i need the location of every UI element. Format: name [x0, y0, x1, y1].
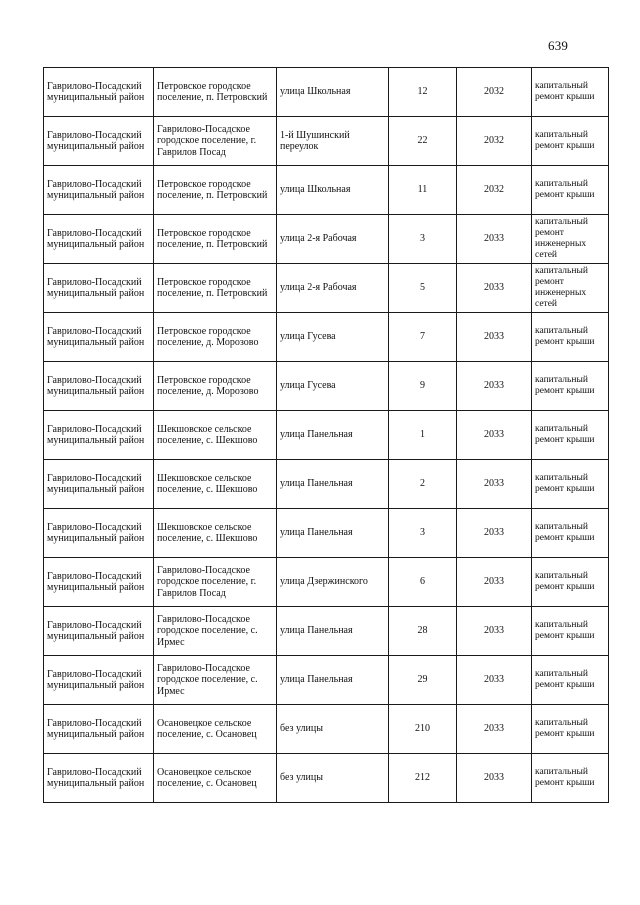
street-cell: улица Панельная — [277, 607, 389, 656]
settlement-cell: Гаврилово-Посадское городское поселение, г. Гаврилов Посад — [154, 558, 277, 607]
settlement-cell: Петровское городское поселение, п. Петровский — [154, 264, 277, 313]
district-cell: Гаврилово-Посадский муниципальный район — [44, 754, 154, 803]
table-row — [44, 656, 609, 705]
settlement-cell: Гаврилово-Посадское городское поселение, с. Ирмес — [154, 656, 277, 705]
year-cell: 2033 — [457, 313, 532, 362]
work-type-cell: капитальный ремонт крыши — [532, 509, 609, 558]
settlement-cell: Гаврилово-Посадское городское поселение, с. Ирмес — [154, 607, 277, 656]
house-number-cell: 6 — [389, 558, 457, 607]
district-cell: Гаврилово-Посадский муниципальный район — [44, 313, 154, 362]
work-type-cell: капитальный ремонт крыши — [532, 411, 609, 460]
district-cell: Гаврилово-Посадский муниципальный район — [44, 264, 154, 313]
table-row — [44, 68, 609, 117]
street-cell: без улицы — [277, 754, 389, 803]
street-cell: улица Панельная — [277, 411, 389, 460]
house-number-cell: 1 — [389, 411, 457, 460]
settlement-cell: Петровское городское поселение, д. Морозово — [154, 313, 277, 362]
street-cell: улица Панельная — [277, 509, 389, 558]
table-row — [44, 215, 609, 264]
year-cell: 2033 — [457, 411, 532, 460]
settlement-cell: Петровское городское поселение, д. Морозово — [154, 362, 277, 411]
work-type-cell: капитальный ремонт крыши — [532, 313, 609, 362]
year-cell: 2033 — [457, 705, 532, 754]
district-cell: Гаврилово-Посадский муниципальный район — [44, 215, 154, 264]
table-row — [44, 460, 609, 509]
district-cell: Гаврилово-Посадский муниципальный район — [44, 509, 154, 558]
work-type-cell: капитальный ремонт крыши — [532, 656, 609, 705]
year-cell: 2033 — [457, 558, 532, 607]
house-number-cell: 5 — [389, 264, 457, 313]
work-type-cell: капитальный ремонт крыши — [532, 117, 609, 166]
house-number-cell: 29 — [389, 656, 457, 705]
year-cell: 2033 — [457, 509, 532, 558]
house-number-cell: 3 — [389, 215, 457, 264]
table-row — [44, 313, 609, 362]
street-cell: улица Гусева — [277, 313, 389, 362]
district-cell: Гаврилово-Посадский муниципальный район — [44, 705, 154, 754]
district-cell: Гаврилово-Посадский муниципальный район — [44, 607, 154, 656]
table-row — [44, 117, 609, 166]
table-row — [44, 558, 609, 607]
street-cell: улица 2-я Рабочая — [277, 264, 389, 313]
house-number-cell: 9 — [389, 362, 457, 411]
district-cell: Гаврилово-Посадский муниципальный район — [44, 411, 154, 460]
work-type-cell: капитальный ремонт крыши — [532, 166, 609, 215]
street-cell: улица 2-я Рабочая — [277, 215, 389, 264]
street-cell: улица Панельная — [277, 656, 389, 705]
table-row — [44, 607, 609, 656]
district-cell: Гаврилово-Посадский муниципальный район — [44, 656, 154, 705]
house-number-cell: 210 — [389, 705, 457, 754]
street-cell: улица Школьная — [277, 166, 389, 215]
district-cell: Гаврилово-Посадский муниципальный район — [44, 68, 154, 117]
work-type-cell: капитальный ремонт крыши — [532, 68, 609, 117]
year-cell: 2032 — [457, 166, 532, 215]
work-type-cell: капитальный ремонт крыши — [532, 705, 609, 754]
year-cell: 2033 — [457, 264, 532, 313]
work-type-cell: капитальный ремонт крыши — [532, 460, 609, 509]
table-body — [44, 68, 609, 803]
street-cell: улица Дзержинского — [277, 558, 389, 607]
house-number-cell: 22 — [389, 117, 457, 166]
settlement-cell: Петровское городское поселение, п. Петровский — [154, 215, 277, 264]
year-cell: 2033 — [457, 460, 532, 509]
work-type-cell: капитальный ремонт крыши — [532, 607, 609, 656]
settlement-cell: Петровское городское поселение, п. Петровский — [154, 68, 277, 117]
settlement-cell: Осановецкое сельское поселение, с. Осановец — [154, 754, 277, 803]
district-cell: Гаврилово-Посадский муниципальный район — [44, 460, 154, 509]
table-row — [44, 166, 609, 215]
district-cell: Гаврилово-Посадский муниципальный район — [44, 166, 154, 215]
street-cell: улица Гусева — [277, 362, 389, 411]
year-cell: 2032 — [457, 117, 532, 166]
year-cell: 2032 — [457, 68, 532, 117]
settlement-cell: Петровское городское поселение, п. Петровский — [154, 166, 277, 215]
table-row — [44, 411, 609, 460]
house-number-cell: 11 — [389, 166, 457, 215]
street-cell: улица Школьная — [277, 68, 389, 117]
table-row — [44, 754, 609, 803]
house-number-cell: 212 — [389, 754, 457, 803]
house-number-cell: 28 — [389, 607, 457, 656]
work-type-cell: капитальный ремонт крыши — [532, 362, 609, 411]
work-type-cell: капитальный ремонт инженерных сетей — [532, 264, 609, 313]
table-row — [44, 362, 609, 411]
work-type-cell: капитальный ремонт крыши — [532, 754, 609, 803]
year-cell: 2033 — [457, 215, 532, 264]
page-number: 639 — [548, 38, 569, 53]
district-cell: Гаврилово-Посадский муниципальный район — [44, 117, 154, 166]
house-number-cell: 2 — [389, 460, 457, 509]
table-row — [44, 264, 609, 313]
settlement-cell: Шекшовское сельское поселение, с. Шекшово — [154, 411, 277, 460]
year-cell: 2033 — [457, 362, 532, 411]
year-cell: 2033 — [457, 607, 532, 656]
year-cell: 2033 — [457, 754, 532, 803]
settlement-cell: Шекшовское сельское поселение, с. Шекшово — [154, 460, 277, 509]
year-cell: 2033 — [457, 656, 532, 705]
housing-repair-table — [43, 67, 609, 803]
settlement-cell: Осановецкое сельское поселение, с. Осановец — [154, 705, 277, 754]
district-cell: Гаврилово-Посадский муниципальный район — [44, 558, 154, 607]
street-cell: 1-й Шушинский переулок — [277, 117, 389, 166]
house-number-cell: 3 — [389, 509, 457, 558]
work-type-cell: капитальный ремонт крыши — [532, 558, 609, 607]
house-number-cell: 7 — [389, 313, 457, 362]
street-cell: без улицы — [277, 705, 389, 754]
settlement-cell: Гаврилово-Посадское городское поселение, г. Гаврилов Посад — [154, 117, 277, 166]
street-cell: улица Панельная — [277, 460, 389, 509]
work-type-cell: капитальный ремонт инженерных сетей — [532, 215, 609, 264]
settlement-cell: Шекшовское сельское поселение, с. Шекшово — [154, 509, 277, 558]
house-number-cell: 12 — [389, 68, 457, 117]
table-row — [44, 705, 609, 754]
district-cell: Гаврилово-Посадский муниципальный район — [44, 362, 154, 411]
table-row — [44, 509, 609, 558]
